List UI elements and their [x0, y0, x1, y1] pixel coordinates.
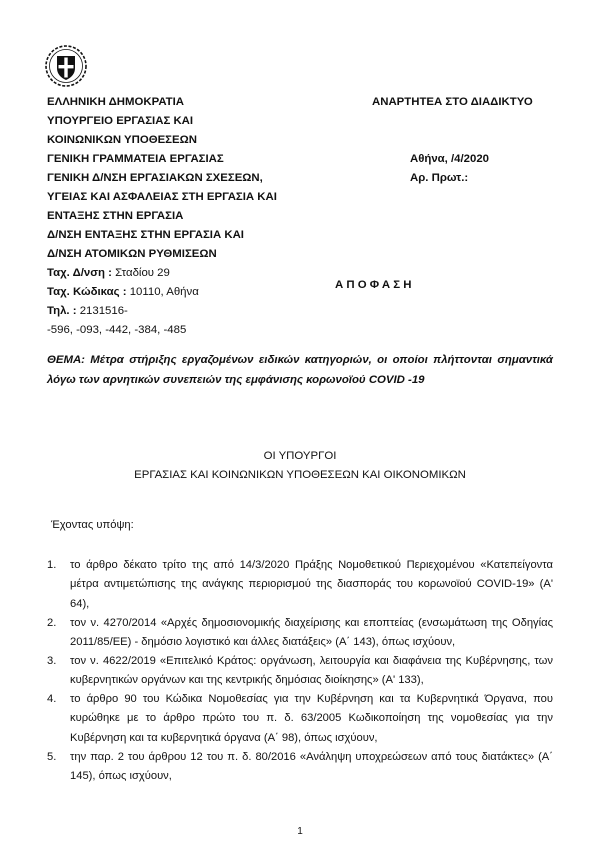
- list-item-text: το άρθρο δέκατο τρίτο της από 14/3/2020 Πράξης Νομοθετικού Περιεχομένου «Κατεπείγοντα μέτρα αντιμετώπισης της ανάγκης περιορισμού της διασποράς του κορωνοϊού COVID-19» (Α' 64),: [70, 559, 553, 610]
- issuer-block: [47, 93, 277, 340]
- issuer-line: ΥΠΟΥΡΓΕΙΟ ΕΡΓΑΣΙΑΣ ΚΑΙ: [47, 115, 194, 127]
- address-line: [47, 264, 277, 283]
- phone-label: Τηλ. :: [47, 305, 77, 317]
- issuer-line: ΓΕΝΙΚΗ ΓΡΑΜΜΑΤΕΙΑ ΕΡΓΑΣΙΑΣ: [47, 153, 224, 165]
- postcode-value: 10110, Αθήνα: [129, 286, 199, 298]
- document-date: Αθήνα, /4/2020: [410, 153, 490, 165]
- issuer-line: ΕΝΤΑΞΗΣ ΣΤΗΝ ΕΡΓΑΣΙΑ: [47, 210, 184, 222]
- issuer-line: ΓΕΝΙΚΗ Δ/ΝΣΗ ΕΡΓΑΣΙΑΚΩΝ ΣΧΕΣΕΩΝ,: [47, 172, 263, 184]
- list-item-number: 3.: [47, 655, 57, 667]
- postcode-line: [47, 283, 277, 302]
- list-item-number: 4.: [47, 693, 57, 705]
- decision-title: Α Π Ο Φ Α Σ Η: [335, 279, 412, 291]
- list-item-text: την παρ. 2 του άρθρου 12 του π. δ. 80/2016 «Ανάληψη υποχρεώσεων από τους διατάκτες» (Α΄ 145), όπως ισχύουν,: [70, 751, 553, 783]
- issuer-line: Δ/ΝΣΗ ΕΝΤΑΞΗΣ ΣΤΗΝ ΕΡΓΑΣΙΑ ΚΑΙ: [47, 229, 244, 241]
- list-item-text: το άρθρο 90 του Κώδικα Νομοθεσίας για την Κυβέρνηση και τα Κυβερνητικά Όργανα, που κυρώθηκε με το άρθρο πρώτο του π. δ. 63/2005 Κωδικοποίηση της νομοθεσίας για την Κυβέρνηση και τα κυβερνητικά όργανα (Α΄ 98), όπως ισχύουν,: [70, 693, 553, 744]
- phone-line: [47, 302, 277, 321]
- publish-note: ΑΝΑΡΤΗΤΕΑ ΣΤΟ ΔΙΑΔΙΚΤΥΟ: [372, 96, 533, 108]
- address-label: Ταχ. Δ/νση :: [47, 267, 112, 279]
- issuer-line: Δ/ΝΣΗ ΑΤΟΜΙΚΩΝ ΡΥΘΜΙΣΕΩΝ: [47, 248, 217, 260]
- issuer-line: ΕΛΛΗΝΙΚΗ ΔΗΜΟΚΡΑΤΙΑ: [47, 96, 184, 108]
- list-item-number: 5.: [47, 751, 57, 763]
- issuer-line: ΚΟΙΝΩΝΙΚΩΝ ΥΠΟΘΕΣΕΩΝ: [47, 134, 197, 146]
- considerations-intro: Έχοντας υπόψη:: [51, 519, 134, 531]
- phone-value: 2131516-: [79, 305, 128, 317]
- list-item-text: τον ν. 4270/2014 «Αρχές δημοσιονομικής διαχείρισης και εποπτείας (ενσωμάτωση της Οδηγίας 2011/85/ΕΕ) - δημόσιο λογιστικό και άλλες διατάξεις» (Α΄ 143), όπως ισχύουν,: [70, 617, 553, 649]
- postcode-label: Ταχ. Κώδικας :: [47, 286, 127, 298]
- subject: ΘΕΜΑ: Μέτρα στήριξης εργαζομένων ειδικών κατηγοριών, οι οποίοι πλήττονται σημαντικά λόγω των αρνητικών συνεπειών της εμφάνισης κορωνοϊού COVID -19: [47, 354, 553, 386]
- hellenic-republic-emblem: [44, 44, 88, 88]
- address-value: Σταδίου 29: [115, 267, 170, 279]
- page-number: 1: [297, 826, 303, 837]
- list-item-text: τον ν. 4622/2019 «Επιτελικό Κράτος: οργάνωση, λειτουργία και διαφάνεια της Κυβέρνησης, των κυβερνητικών οργάνων και της κεντρικής δημόσιας διοίκησης» (Α' 133),: [70, 655, 553, 687]
- list-item-number: 2.: [47, 617, 57, 629]
- ministers-heading: ΟΙ ΥΠΟΥΡΓΟΙ: [263, 450, 337, 462]
- phone-extensions: -596, -093, -442, -384, -485: [47, 324, 187, 336]
- protocol-number: Αρ. Πρωτ.:: [410, 172, 469, 184]
- issuer-line: ΥΓΕΙΑΣ ΚΑΙ ΑΣΦΑΛΕΙΑΣ ΣΤΗ ΕΡΓΑΣΙΑ ΚΑΙ: [47, 191, 277, 203]
- ministers-subheading: ΕΡΓΑΣΙΑΣ ΚΑΙ ΚΟΙΝΩΝΙΚΩΝ ΥΠΟΘΕΣΕΩΝ ΚΑΙ ΟΙΚΟΝΟΜΙΚΩΝ: [134, 469, 466, 481]
- list-item-number: 1.: [47, 559, 57, 571]
